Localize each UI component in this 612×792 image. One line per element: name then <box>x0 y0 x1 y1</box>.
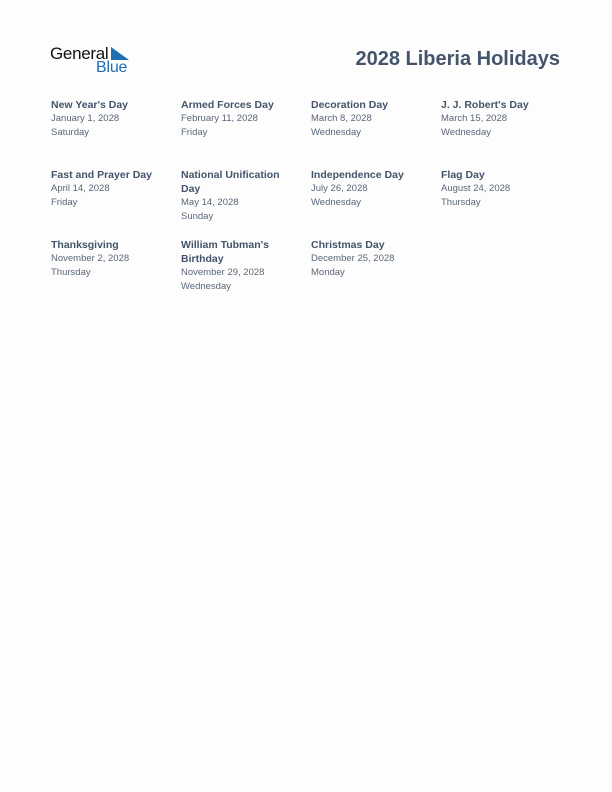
holiday-date: February 11, 2028 <box>181 113 258 124</box>
holiday-date: April 14, 2028 <box>51 183 110 194</box>
holiday-name: New Year's Day <box>51 99 129 111</box>
holiday-item <box>181 238 287 294</box>
holiday-item <box>441 98 563 140</box>
holiday-date: November 29, 2028 <box>181 267 265 278</box>
holiday-name: Thanksgiving <box>51 239 119 251</box>
holiday-date: December 25, 2028 <box>311 253 395 264</box>
holiday-weekday: Thursday <box>441 197 481 208</box>
holiday-name: Christmas Day <box>311 239 385 251</box>
holiday-name: Decoration Day <box>311 99 389 111</box>
holiday-date: August 24, 2028 <box>441 183 511 194</box>
holiday-name: Armed Forces Day <box>181 99 274 111</box>
holiday-item <box>311 168 433 210</box>
logo-text-blue: Blue <box>96 59 128 76</box>
holiday-weekday: Wednesday <box>441 127 491 138</box>
page-title: 2028 Liberia Holidays <box>355 48 560 70</box>
holiday-item <box>181 98 303 140</box>
holiday-name: Flag Day <box>441 169 485 181</box>
holiday-item <box>311 238 433 280</box>
holiday-weekday: Wednesday <box>311 127 361 138</box>
holiday-item <box>51 238 173 280</box>
holiday-date: May 14, 2028 <box>181 197 239 208</box>
holiday-weekday: Wednesday <box>311 197 361 208</box>
holiday-weekday: Thursday <box>51 267 91 278</box>
holiday-weekday: Sunday <box>181 211 214 222</box>
holiday-item <box>311 98 433 140</box>
holiday-date: March 15, 2028 <box>441 113 508 124</box>
brand-logo <box>50 44 134 78</box>
holiday-date: March 8, 2028 <box>311 113 372 124</box>
holiday-name: Independence Day <box>311 169 404 181</box>
holiday-weekday: Friday <box>181 127 208 138</box>
holiday-name: Fast and Prayer Day <box>51 169 152 181</box>
logo-text-general: General <box>50 44 109 63</box>
holiday-item <box>181 168 293 224</box>
holiday-date: July 26, 2028 <box>311 183 368 194</box>
holiday-weekday: Monday <box>311 267 345 278</box>
holiday-item <box>51 98 173 140</box>
holiday-weekday: Saturday <box>51 127 90 138</box>
holiday-item <box>51 168 173 210</box>
holiday-date: November 2, 2028 <box>51 253 130 264</box>
holiday-name: National Unification Day <box>181 169 280 195</box>
holiday-name: William Tubman's Birthday <box>181 239 269 265</box>
holiday-item <box>441 168 563 210</box>
holiday-weekday: Friday <box>51 197 78 208</box>
holiday-date: January 1, 2028 <box>51 113 120 124</box>
holiday-name: J. J. Robert's Day <box>441 99 529 111</box>
holiday-weekday: Wednesday <box>181 281 231 292</box>
